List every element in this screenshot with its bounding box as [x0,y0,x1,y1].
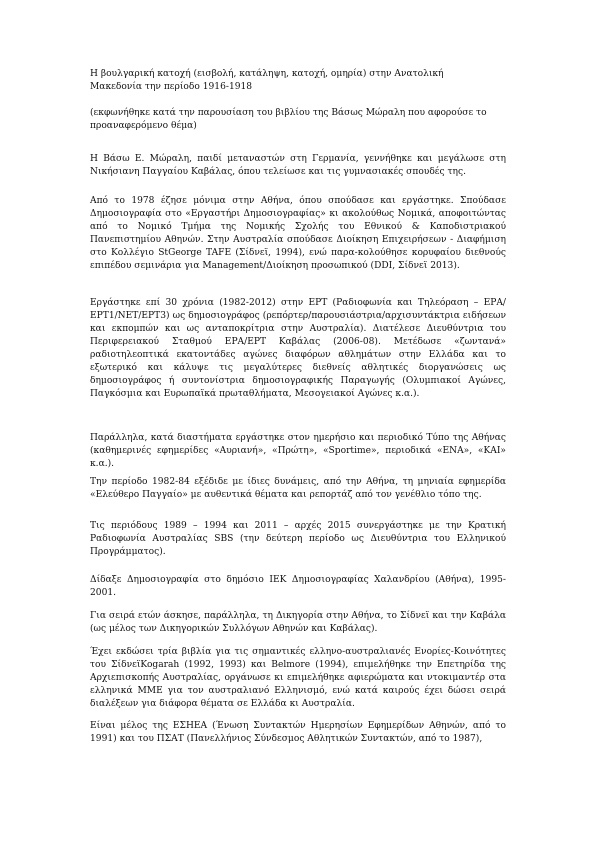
paragraph-6: Τις περιόδους 1989 – 1994 και 2011 – αρχές 2015 συνεργάστηκε με την Κρατική Ραδιοφωνία Αυστραλίας SBS (την δεύτερη περίοδο ως Διευθύντρια του Ελληνικού Προγράμματος). [90,521,506,557]
paragraph-1: Η Βάσω Ε. Μώραλη, παιδί μεταναστών στη Γερμανία, γεννήθηκε και μεγάλωσε στη Νικήσιανη Παγγαίου Καβάλας, όπου τελείωσε και τις γυμνασιακές σπουδές της. [90,154,506,177]
paragraph-9: Έχει εκδώσει τρία βιβλία για τις σημαντικές ελληνο-αυστραλιανές Ενορίες-Κοινότητες του ΣίδνεϊKogarah (1992, 1993) και Belmore (1994), επιμελήθηκε την Επετηρίδα της Αρχιεπισκοπής Αυστραλίας, οργάνωσε κι επιμελήθηκε αφιερώματα και ντοκιμαντέρ στα ελληνικά ΜΜΕ για τον αυστραλιανό Ελληνισμό, ενώ κατά καιρούς έχει δώσει σειρά διαλέξεων για διάφορα θέματα σε Ελλάδα κι Αυστραλία. [90,647,506,709]
title-line-2: Μακεδονία την περίοδο 1916-1918 [90,82,253,92]
paragraph-3: Εργάστηκε επί 30 χρόνια (1982-2012) στην ΕΡΤ (Ραδιοφωνία και Τηλεόραση – ΕΡΑ/ΕΡΤ1/ΝΕΤ/ΕΡΤ3) ως δημοσιογράφος (ρεπόρτερ/παρουσιάστρια/αρχισυντάκτρια ειδήσεων και εκπομπών και ως ανταποκρίτρια στην Αυστραλία). Διατέλεσε Διευθύντρια του Περιφερειακού Σταθμού ΕΡΑ/ΕΡΤ Καβάλας (2006-08). Μετέδωσε «ζωντανά» ραδιοτηλεοπτικά εκατοντάδες αγώνες διαφόρων αθλημάτων στην Ελλάδα και το εξωτερικό και κάλυψε τις μεγαλύτερες διεθνείς αθλητικές διοργανώσεις ως δημοσιογράφος ή συντονίστρια δημοσιογραφικής Παραγωγής (Ολυμπιακοί Αγώνες, Παγκόσμια και Ευρωπαϊκά πρωταθλήματα, Μεσογειακοί Αγώνες κ.α.). [90,298,506,399]
paragraph-4: Παράλληλα, κατά διαστήματα εργάστηκε στον ημερήσιο και περιοδικό Τύπο της Αθήνας (καθημερινές εφημερίδες «Αυριανή», «Πρώτη», «Sportime», περιοδικά «ΕΝΑ», «ΚΑΙ» κ.α.). [90,433,506,469]
paragraph-2: Από το 1978 έζησε μόνιμα στην Αθήνα, όπου σπούδασε και εργάστηκε. Σπούδασε Δημοσιογραφία στο «Εργαστήρι Δημοσιογραφίας» κι ακολούθως Νομικά, αποφοιτώντας από το Νομικό Τμήμα της Νομικής Σχολής του Εθνικού & Καποδιστριακού Πανεπιστημίου Αθηνών. Στην Αυστραλία σπούδασε Διοίκηση Επιχειρήσεων - Διαφήμιση στο Κολλέγιο StGeorge TAFE (Σίδνεϊ, 1994), ενώ παρα-κολούθησε κορυφαίου διεθνούς επιπέδου σεμινάρια για Management/Διοίκηση προσωπικού (DDI, Σίδνεϊ 2013). [90,196,506,271]
paragraph-10: Είναι μέλος της ΕΣΗΕΑ (Ένωση Συντακτών Ημερησίων Εφημερίδων Αθηνών, από το 1991) και του ΠΣΑΤ (Πανελλήνιος Σύνδεσμος Αθλητικών Συντακτών, από το 1987), [90,721,506,744]
title-line-1: Η βουλγαρική κατοχή (εισβολή, κατάληψη, κατοχή, ομηρία) στην Ανατολική [90,69,444,79]
paragraph-8: Για σειρά ετών άσκησε, παράλληλα, τη Δικηγορία στην Αθήνα, το Σίδνεϊ και την Καβάλα (ως μέλος των Δικηγορικών Συλλόγων Αθηνών και Καβάλας). [90,611,506,634]
document-title [90,68,506,94]
document-subtitle: (εκφωνήθηκε κατά την παρουσίαση του βιβλίου της Βάσως Μώραλη που αφορούσε το προαναφερόμενο θέμα) [90,108,487,131]
paragraph-5: Την περίοδο 1982-84 εξέδιδε με ίδιες δυνάμεις, από την Αθήνα, τη μηνιαία εφημερίδα «Ελεύθερο Παγγαίο» με αυθεντικά θέματα και ρεπορτάζ από τον γενέθλιο τόπο της. [90,477,506,500]
paragraph-7: Δίδαξε Δημοσιογραφία στο δημόσιο ΙΕΚ Δημοσιογραφίας Χαλανδρίου (Αθήνα), 1995-2001. [90,575,506,598]
